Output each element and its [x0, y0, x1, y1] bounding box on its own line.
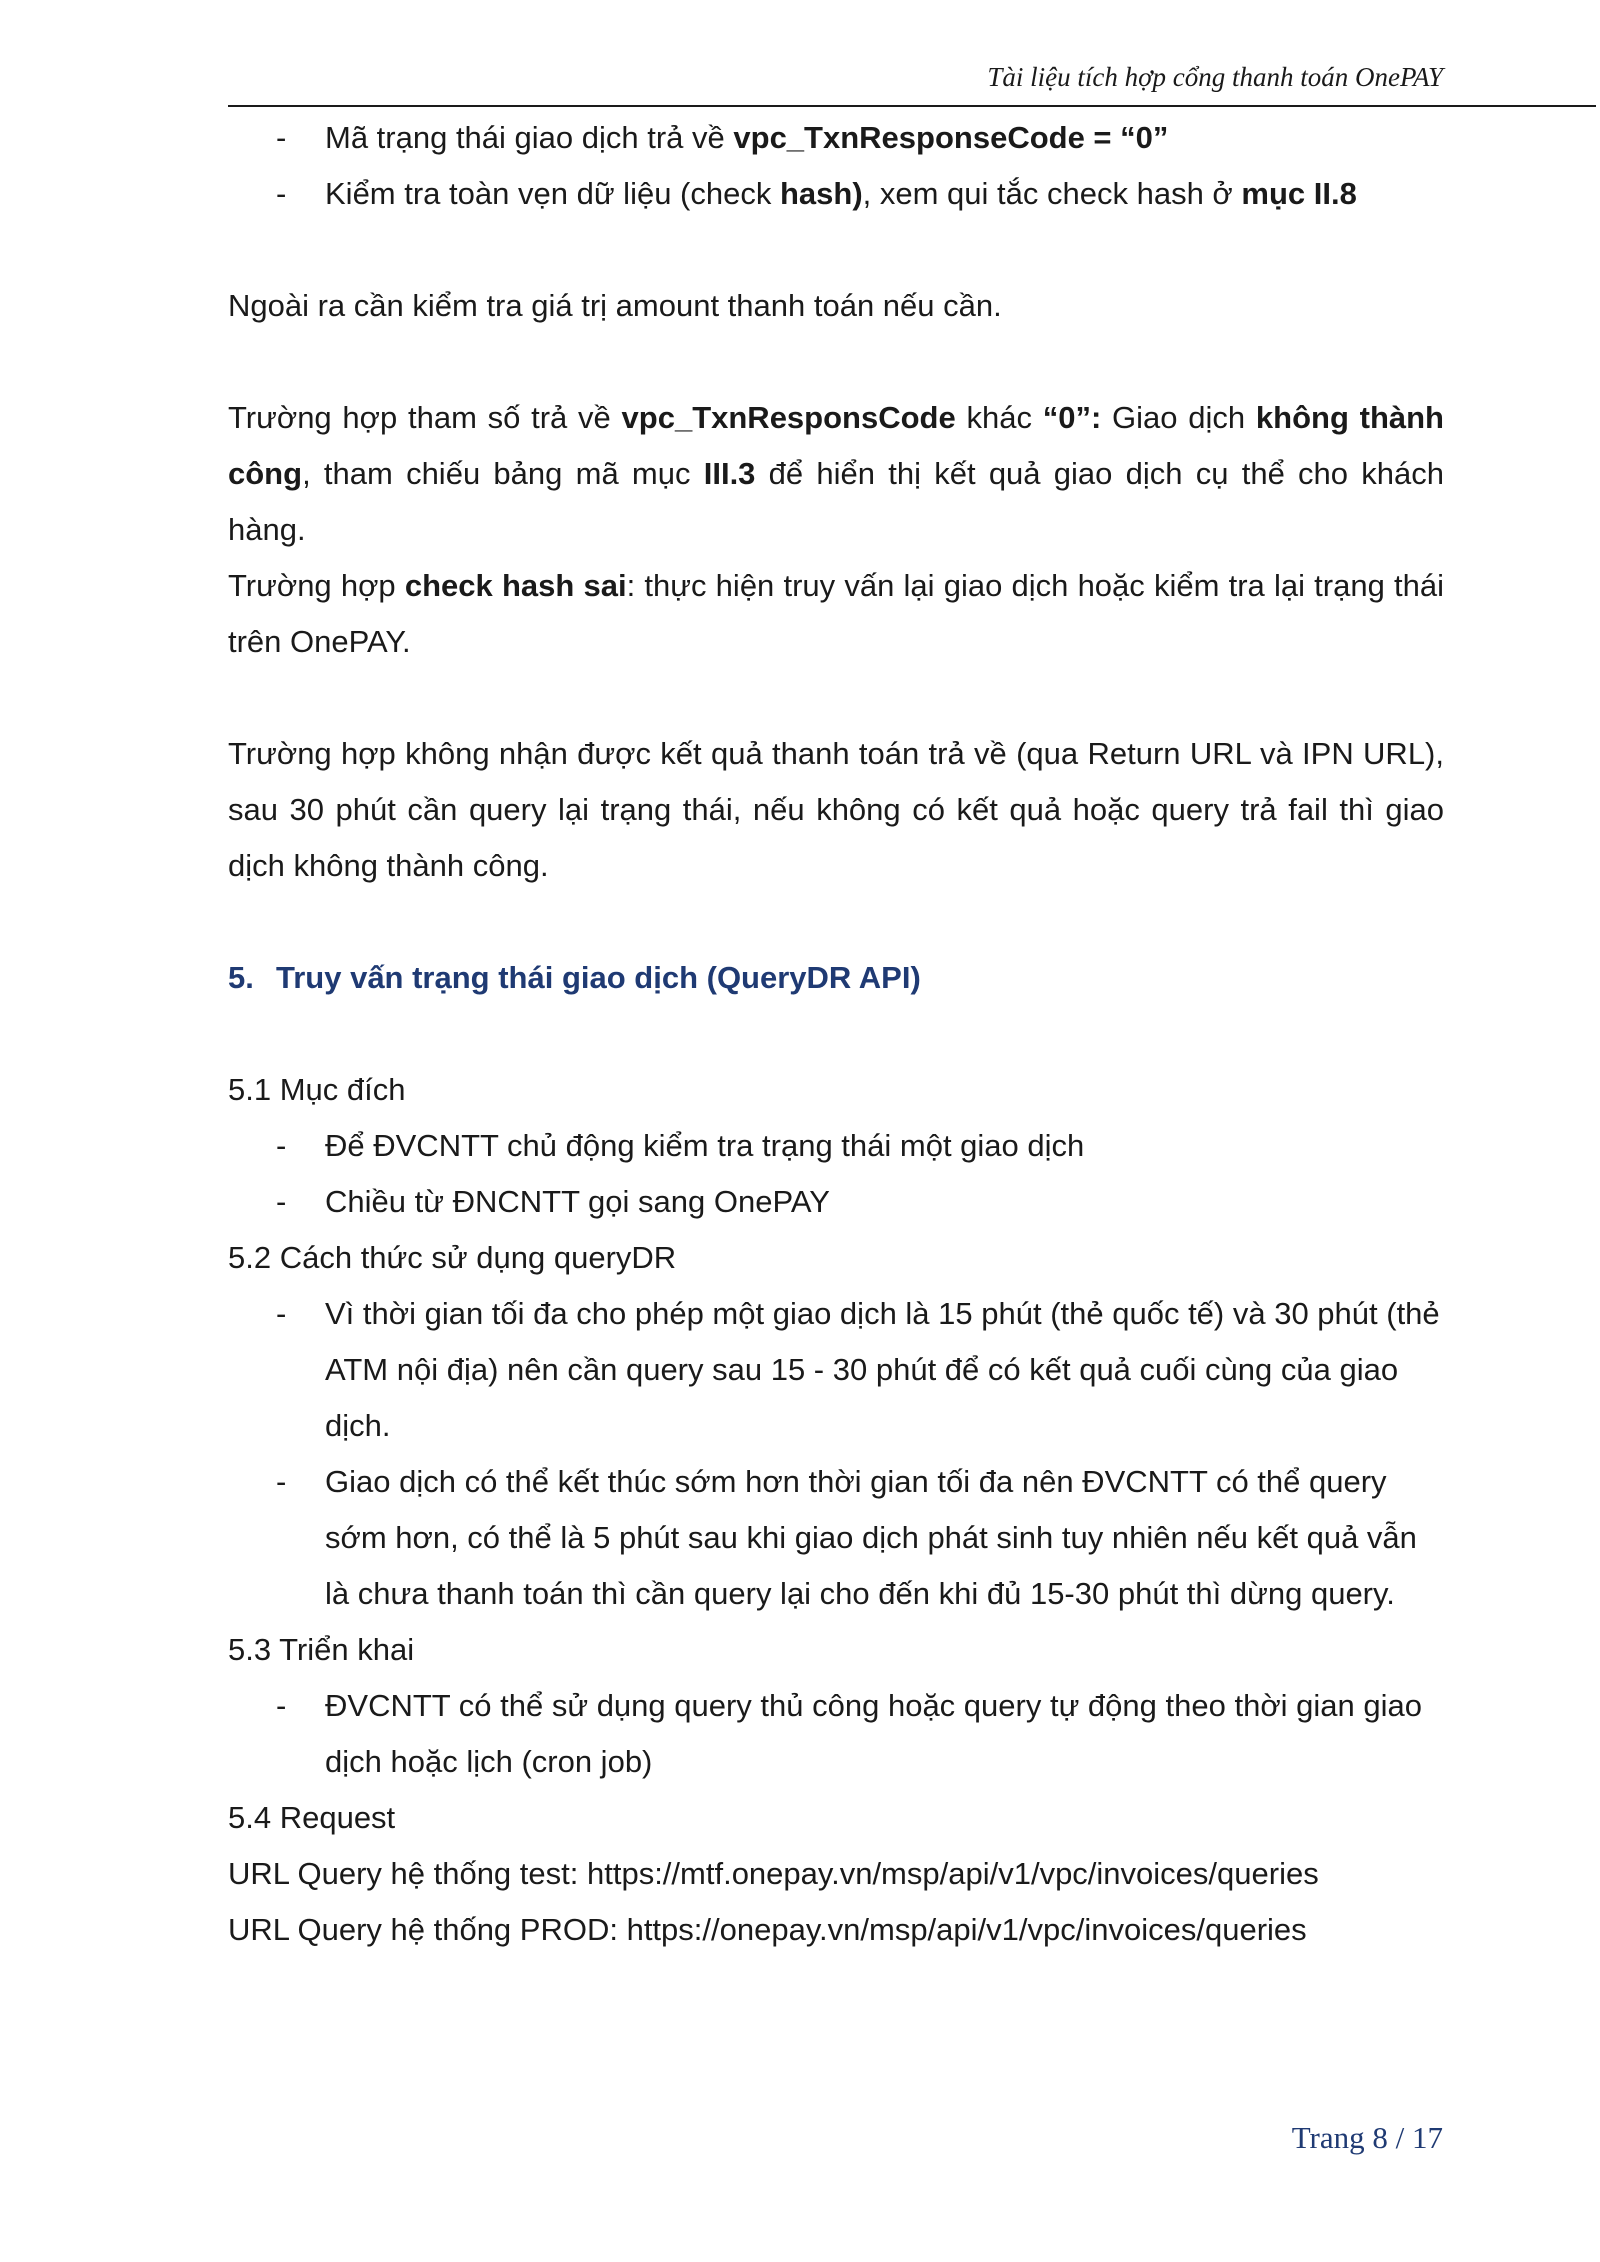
- code-value: “0”:: [1042, 400, 1102, 435]
- text-run: Kiểm tra toàn vẹn dữ liệu (check: [325, 176, 780, 211]
- bullet-dash: -: [276, 1128, 287, 1163]
- url-prod-line: URL Query hệ thống PROD: https://onepay.vn/msp/api/v1/vpc/invoices/queries: [228, 1912, 1307, 1947]
- bullet-dash: -: [276, 120, 287, 155]
- section-reference: III.3: [703, 456, 756, 491]
- document-body: [228, 110, 1444, 1958]
- document-header-title: Tài liệu tích hợp cổng thanh toán OnePAY: [987, 62, 1443, 92]
- list-item: [228, 1174, 1444, 1230]
- hash-term: hash): [779, 176, 863, 211]
- bullet-dash: -: [276, 1464, 287, 1499]
- section-number: 5.: [228, 960, 254, 995]
- subsection-heading: 5.4 Request: [228, 1800, 396, 1835]
- paragraph-hash-case: [228, 558, 1444, 670]
- text-run: Trường hợp: [228, 568, 405, 603]
- response-code-term: vpc_TxnResponseCode = “0”: [733, 120, 1169, 155]
- list-item-text: Vì thời gian tối đa cho phép một giao dịch là 15 phút (thẻ quốc tế) và 30 phút (thẻ ATM nội địa) nên cần query sau 15 - 30 phút để có kết quả cuối cùng của giao dịch.: [325, 1296, 1440, 1443]
- subsection-heading: 5.1 Mục đích: [228, 1072, 406, 1107]
- page-number: Trang 8 / 17: [1291, 2120, 1443, 2155]
- failure-term: không thành công: [228, 400, 1444, 491]
- paragraph-fail-case: [228, 390, 1444, 558]
- list-item: [228, 110, 1444, 166]
- section-heading: [228, 950, 1444, 1006]
- list-item: [228, 1118, 1444, 1174]
- header-divider: [228, 105, 1596, 107]
- paragraph-no-result: Trường hợp không nhận được kết quả thanh toán trả về (qua Return URL và IPN URL), sau 30 phút cần query lại trạng thái, nếu không có kết quả hoặc query trả fail thì giao dịch không thành công.: [228, 736, 1444, 883]
- bullet-dash: -: [276, 1296, 287, 1331]
- list-item-text: Để ĐVCNTT chủ động kiểm tra trạng thái một giao dịch: [325, 1128, 1085, 1163]
- text-run: , xem qui tắc check hash ở: [862, 176, 1242, 211]
- text-run: , tham chiếu bảng mã mục: [302, 456, 704, 491]
- list-item-text: ĐVCNTT có thể sử dụng query thủ công hoặc query tự động theo thời gian giao dịch hoặc lịch (cron job): [325, 1688, 1422, 1779]
- section-reference: mục II.8: [1241, 176, 1357, 211]
- section-title: Truy vấn trạng thái giao dịch (QueryDR API): [276, 960, 921, 995]
- text-run: để hiển thị kết quả giao dịch cụ thể cho khách hàng.: [228, 456, 1444, 547]
- list-item-text: Chiều từ ĐNCNTT gọi sang OnePAY: [325, 1184, 830, 1219]
- response-code-term: vpc_TxnResponsCode: [621, 400, 956, 435]
- bullet-dash: -: [276, 176, 287, 211]
- text-run: Giao dịch: [1101, 400, 1256, 435]
- text-run: Mã trạng thái giao dịch trả về: [325, 120, 734, 155]
- hash-error-term: check hash sai: [404, 568, 627, 603]
- bullet-dash: -: [276, 1688, 287, 1723]
- text-run: : thực hiện truy vấn lại giao dịch hoặc kiểm tra lại trạng thái trên OnePAY.: [228, 568, 1445, 659]
- list-item: [228, 166, 1444, 222]
- subsection-heading: 5.3 Triển khai: [228, 1632, 415, 1667]
- text-run: Trường hợp tham số trả về: [228, 400, 622, 435]
- text-run: khác: [955, 400, 1043, 435]
- list-item: [228, 1286, 1444, 1454]
- subsection-heading: 5.2 Cách thức sử dụng queryDR: [228, 1240, 677, 1275]
- bullet-dash: -: [276, 1184, 287, 1219]
- list-item-text: Giao dịch có thể kết thúc sớm hơn thời gian tối đa nên ĐVCNTT có thể query sớm hơn, có thể là 5 phút sau khi giao dịch phát sinh tuy nhiên nếu kết quả vẫn là chưa thanh toán thì cần query lại cho đến khi đủ 15-30 phút thì dừng query.: [325, 1464, 1417, 1611]
- list-item: [228, 1678, 1444, 1790]
- paragraph-amount: Ngoài ra cần kiểm tra giá trị amount thanh toán nếu cần.: [228, 288, 1002, 323]
- list-item: [228, 1454, 1444, 1622]
- url-test-line: URL Query hệ thống test: https://mtf.onepay.vn/msp/api/v1/vpc/invoices/queries: [228, 1856, 1319, 1891]
